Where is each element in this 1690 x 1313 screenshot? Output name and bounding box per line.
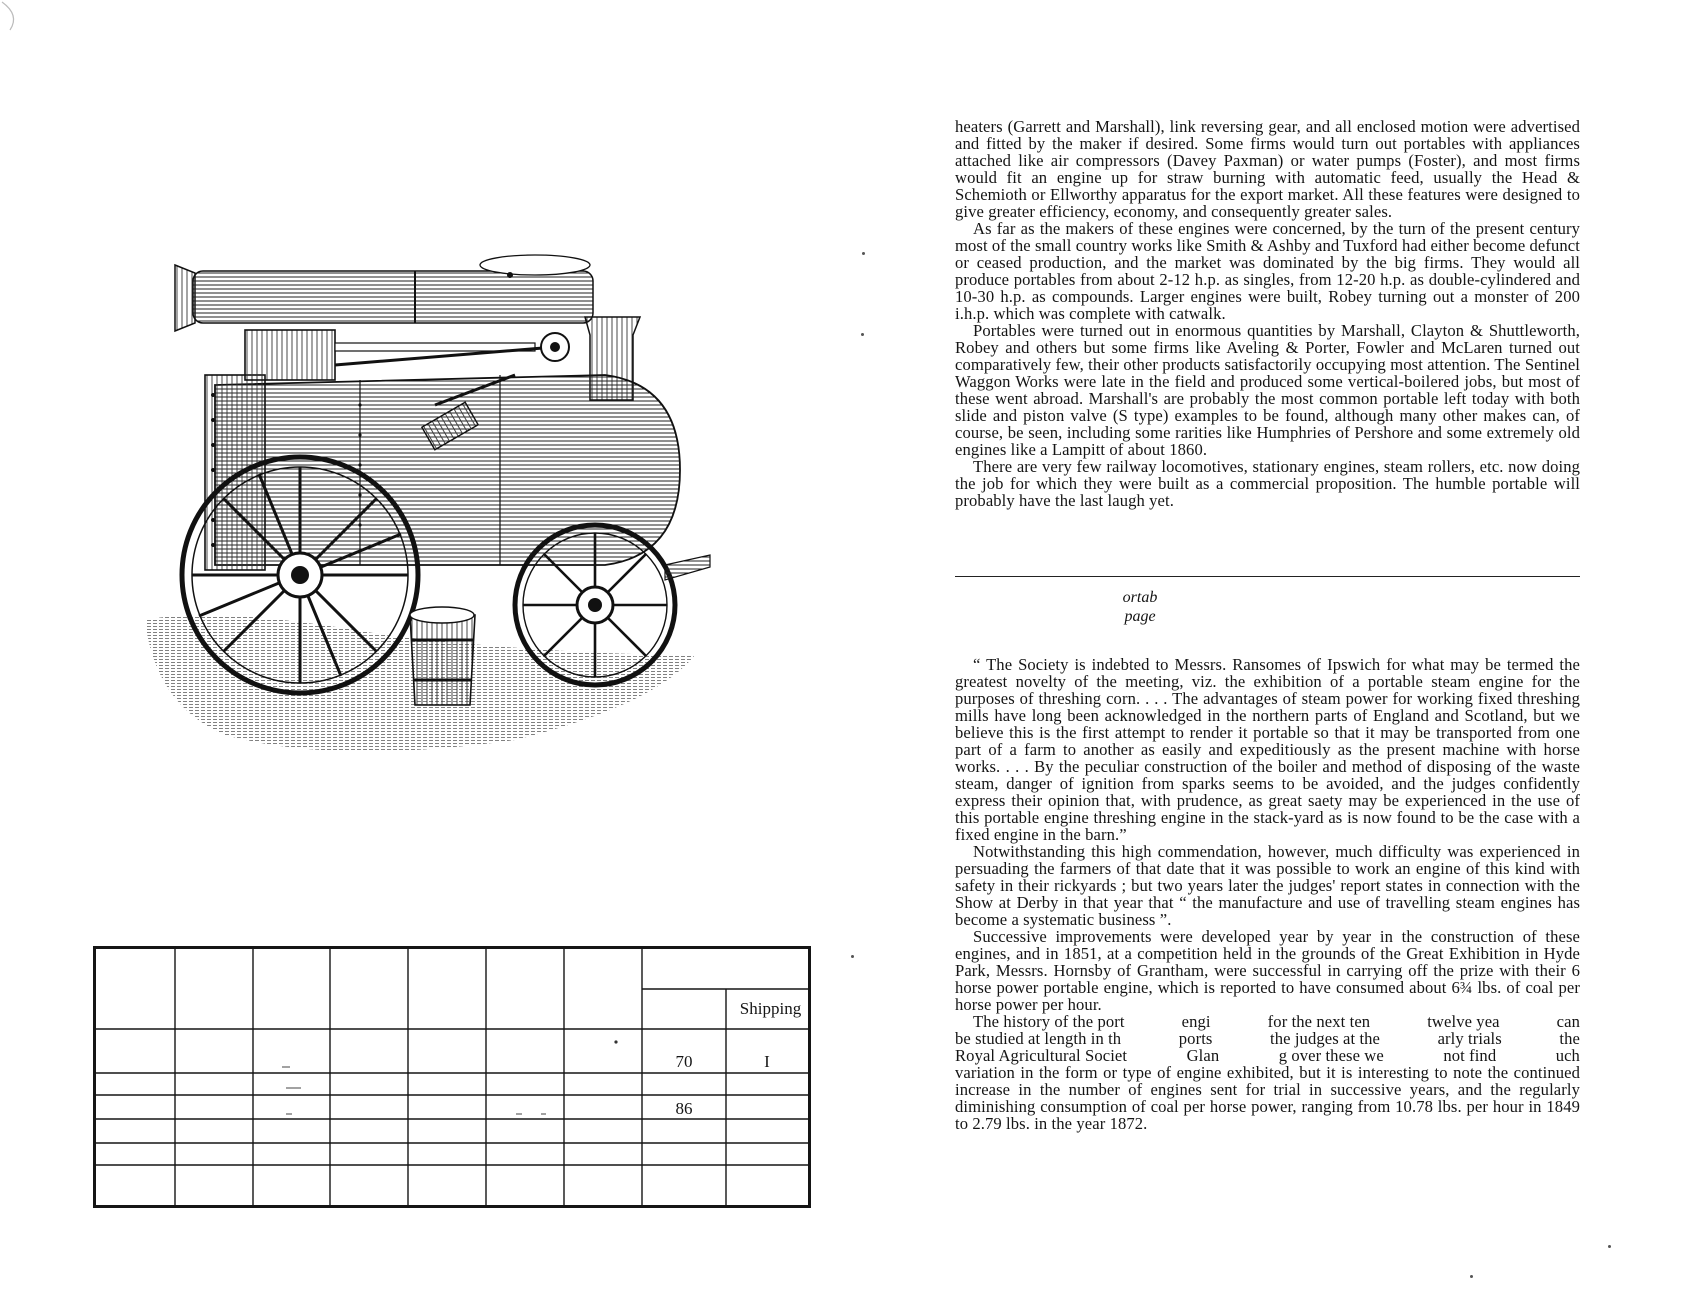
text-fragment: the judges at the bbox=[1270, 1029, 1381, 1048]
table-cell: I bbox=[764, 1052, 770, 1071]
chimney bbox=[175, 255, 593, 331]
section-divider bbox=[955, 576, 1580, 577]
data-table bbox=[93, 946, 811, 1208]
paragraph: Portables were turned out in enormous quantities by Marshall, Clayton & Shuttleworth, Robey and others but some firms like Aveling & Porter, Fowler and McLaren turned out comparatively few, their other products satisfactorily occupying most attention. The Sentinel Waggon Works were late in the field and produced some vertical-boilered jobs, but most of these went abroad. Marshall's are probably the most common portable left today with both slide and piston valve (S type) examples to be found, although many other makes can, of course, be seen, including some rarities like Humphries of Pershore and some extremely old engines like a Lampitt of about 1860. bbox=[955, 321, 1580, 459]
fragmented-line bbox=[955, 1030, 1580, 1047]
paragraph: variation in the form or type of engine exhibited, but it is interesting to note the continued increase in the number of engines sent for trial in successive years, and the regularly diminishing consumption of coal per horse power, ranging from 10.78 lbs. per hour in 1849 to 2.79 lbs. in the year 1872. bbox=[955, 1063, 1580, 1133]
fragmented-line bbox=[955, 1047, 1580, 1064]
caption-fragment bbox=[1080, 588, 1200, 626]
rear-wheel bbox=[182, 457, 418, 693]
text-fragment: be studied at length in th bbox=[955, 1029, 1122, 1048]
caption-line: page bbox=[1124, 608, 1156, 625]
fragmented-line bbox=[955, 1013, 1580, 1030]
text-fragment: Royal Agricultural Societ bbox=[955, 1046, 1128, 1065]
paragraph: There are very few railway locomotives, stationary engines, steam rollers, etc. now doing the job for which they were built as a commercial proposition. The humble portable will probably have the last laugh yet. bbox=[955, 457, 1580, 510]
paragraph: Notwithstanding this high commendation, however, much difficulty was experienced in persuading the farmers of that date that it was possible to work an engine of this kind with safety in their rickyards ; but two years later the judges' report states in connection with the Show at Derby in that year that “ the manufacture and use of travelling steam engines has become a systematic business ”. bbox=[955, 842, 1580, 929]
speck bbox=[1470, 1275, 1473, 1278]
text-fragment: for the next ten bbox=[1267, 1012, 1371, 1031]
paragraph: As far as the makers of these engines were concerned, by the turn of the present century most of the small country works like Smith & Ashby and Tuxford had either become defunct or ceased production, and the market was dominated by the big firms. They would all produce portables from about 2-12 h.p. as singles, from 12-20 h.p. as double-cylindered and 10-30 h.p. as compounds. Larger engines were built, Robey turning out a monster of 200 i.h.p. which was complete with catwalk. bbox=[955, 219, 1580, 323]
text-fragment: uch bbox=[1555, 1046, 1580, 1065]
portable-engine-engraving bbox=[135, 235, 775, 795]
quote-paragraph: “ The Society is indebted to Messrs. Ransomes of Ipswich for what may be termed the greatest novelty of the meeting, viz. the exhibition of a portable steam engine for the purposes of threshing corn. . . . The advantages of steam power for working fixed threshing mills have long been acknowledged in the northern parts of England and Scotland, but we believe this is the first attempt to render it portable so that it may be transported from one part of a farm to another as easily and expeditiously as the present machine with horse works. . . . By the peculiar construction of the boiler and method of disposing of the waste steam, danger of ignition from sparks seems to be avoided, and the judges confidently express their opinion that, with prudence, as great saety may be experienced in the use of this portable engine threshing engine in the stack-yard as is now found to be the case with a fixed engine in the barn.” bbox=[955, 655, 1580, 844]
text-fragment: g over these we bbox=[1278, 1046, 1384, 1065]
text-fragment: not find bbox=[1443, 1046, 1497, 1065]
text-fragment: Glan bbox=[1186, 1046, 1220, 1065]
table-header-shipping: Shipping bbox=[739, 999, 802, 1018]
paragraph: heaters (Garrett and Marshall), link reversing gear, and all enclosed motion were advertised and fitted by the maker if desired. Some firms would turn out portables with appliances attached like air compressors (Davey Paxman) or water pumps (Foster), and most firms would fit an engine up for straw burning with automatic feed, usually the Head & Schemioth or Ellworthy apparatus for the export market. All these features were designed to give greater efficiency, economy, and consequently greater sales. bbox=[955, 117, 1580, 221]
text-fragment: ports bbox=[1178, 1029, 1213, 1048]
text-fragment: twelve yea bbox=[1427, 1012, 1500, 1031]
paragraph: Successive improvements were developed year by year in the construction of these engines, and in 1851, at a competition held in the grounds of the Great Exhibition in Hyde Park, Messrs. Hornsby of Grantham, were successful in carrying off the prize with their 6 horse power portable engine, which is reported to have consumed about 6¾ lbs. of coal per horse power per hour. bbox=[955, 927, 1580, 1014]
essay-text-top bbox=[955, 118, 1580, 509]
caption-line: ortab bbox=[1122, 589, 1158, 606]
text-fragment: the bbox=[1559, 1029, 1580, 1048]
speck bbox=[1608, 1245, 1611, 1248]
text-fragment: The history of the port bbox=[973, 1012, 1125, 1031]
text-fragment: can bbox=[1556, 1012, 1580, 1031]
bucket bbox=[410, 607, 475, 705]
table-cell: 70 bbox=[675, 1052, 693, 1071]
front-wheel bbox=[515, 525, 675, 685]
table-cell: 86 bbox=[675, 1099, 693, 1118]
right-page bbox=[845, 0, 1690, 1313]
table-grid bbox=[96, 949, 808, 1205]
text-fragment: arly trials bbox=[1437, 1029, 1502, 1048]
text-fragment: engi bbox=[1181, 1012, 1211, 1031]
essay-text-bottom bbox=[955, 656, 1580, 1132]
